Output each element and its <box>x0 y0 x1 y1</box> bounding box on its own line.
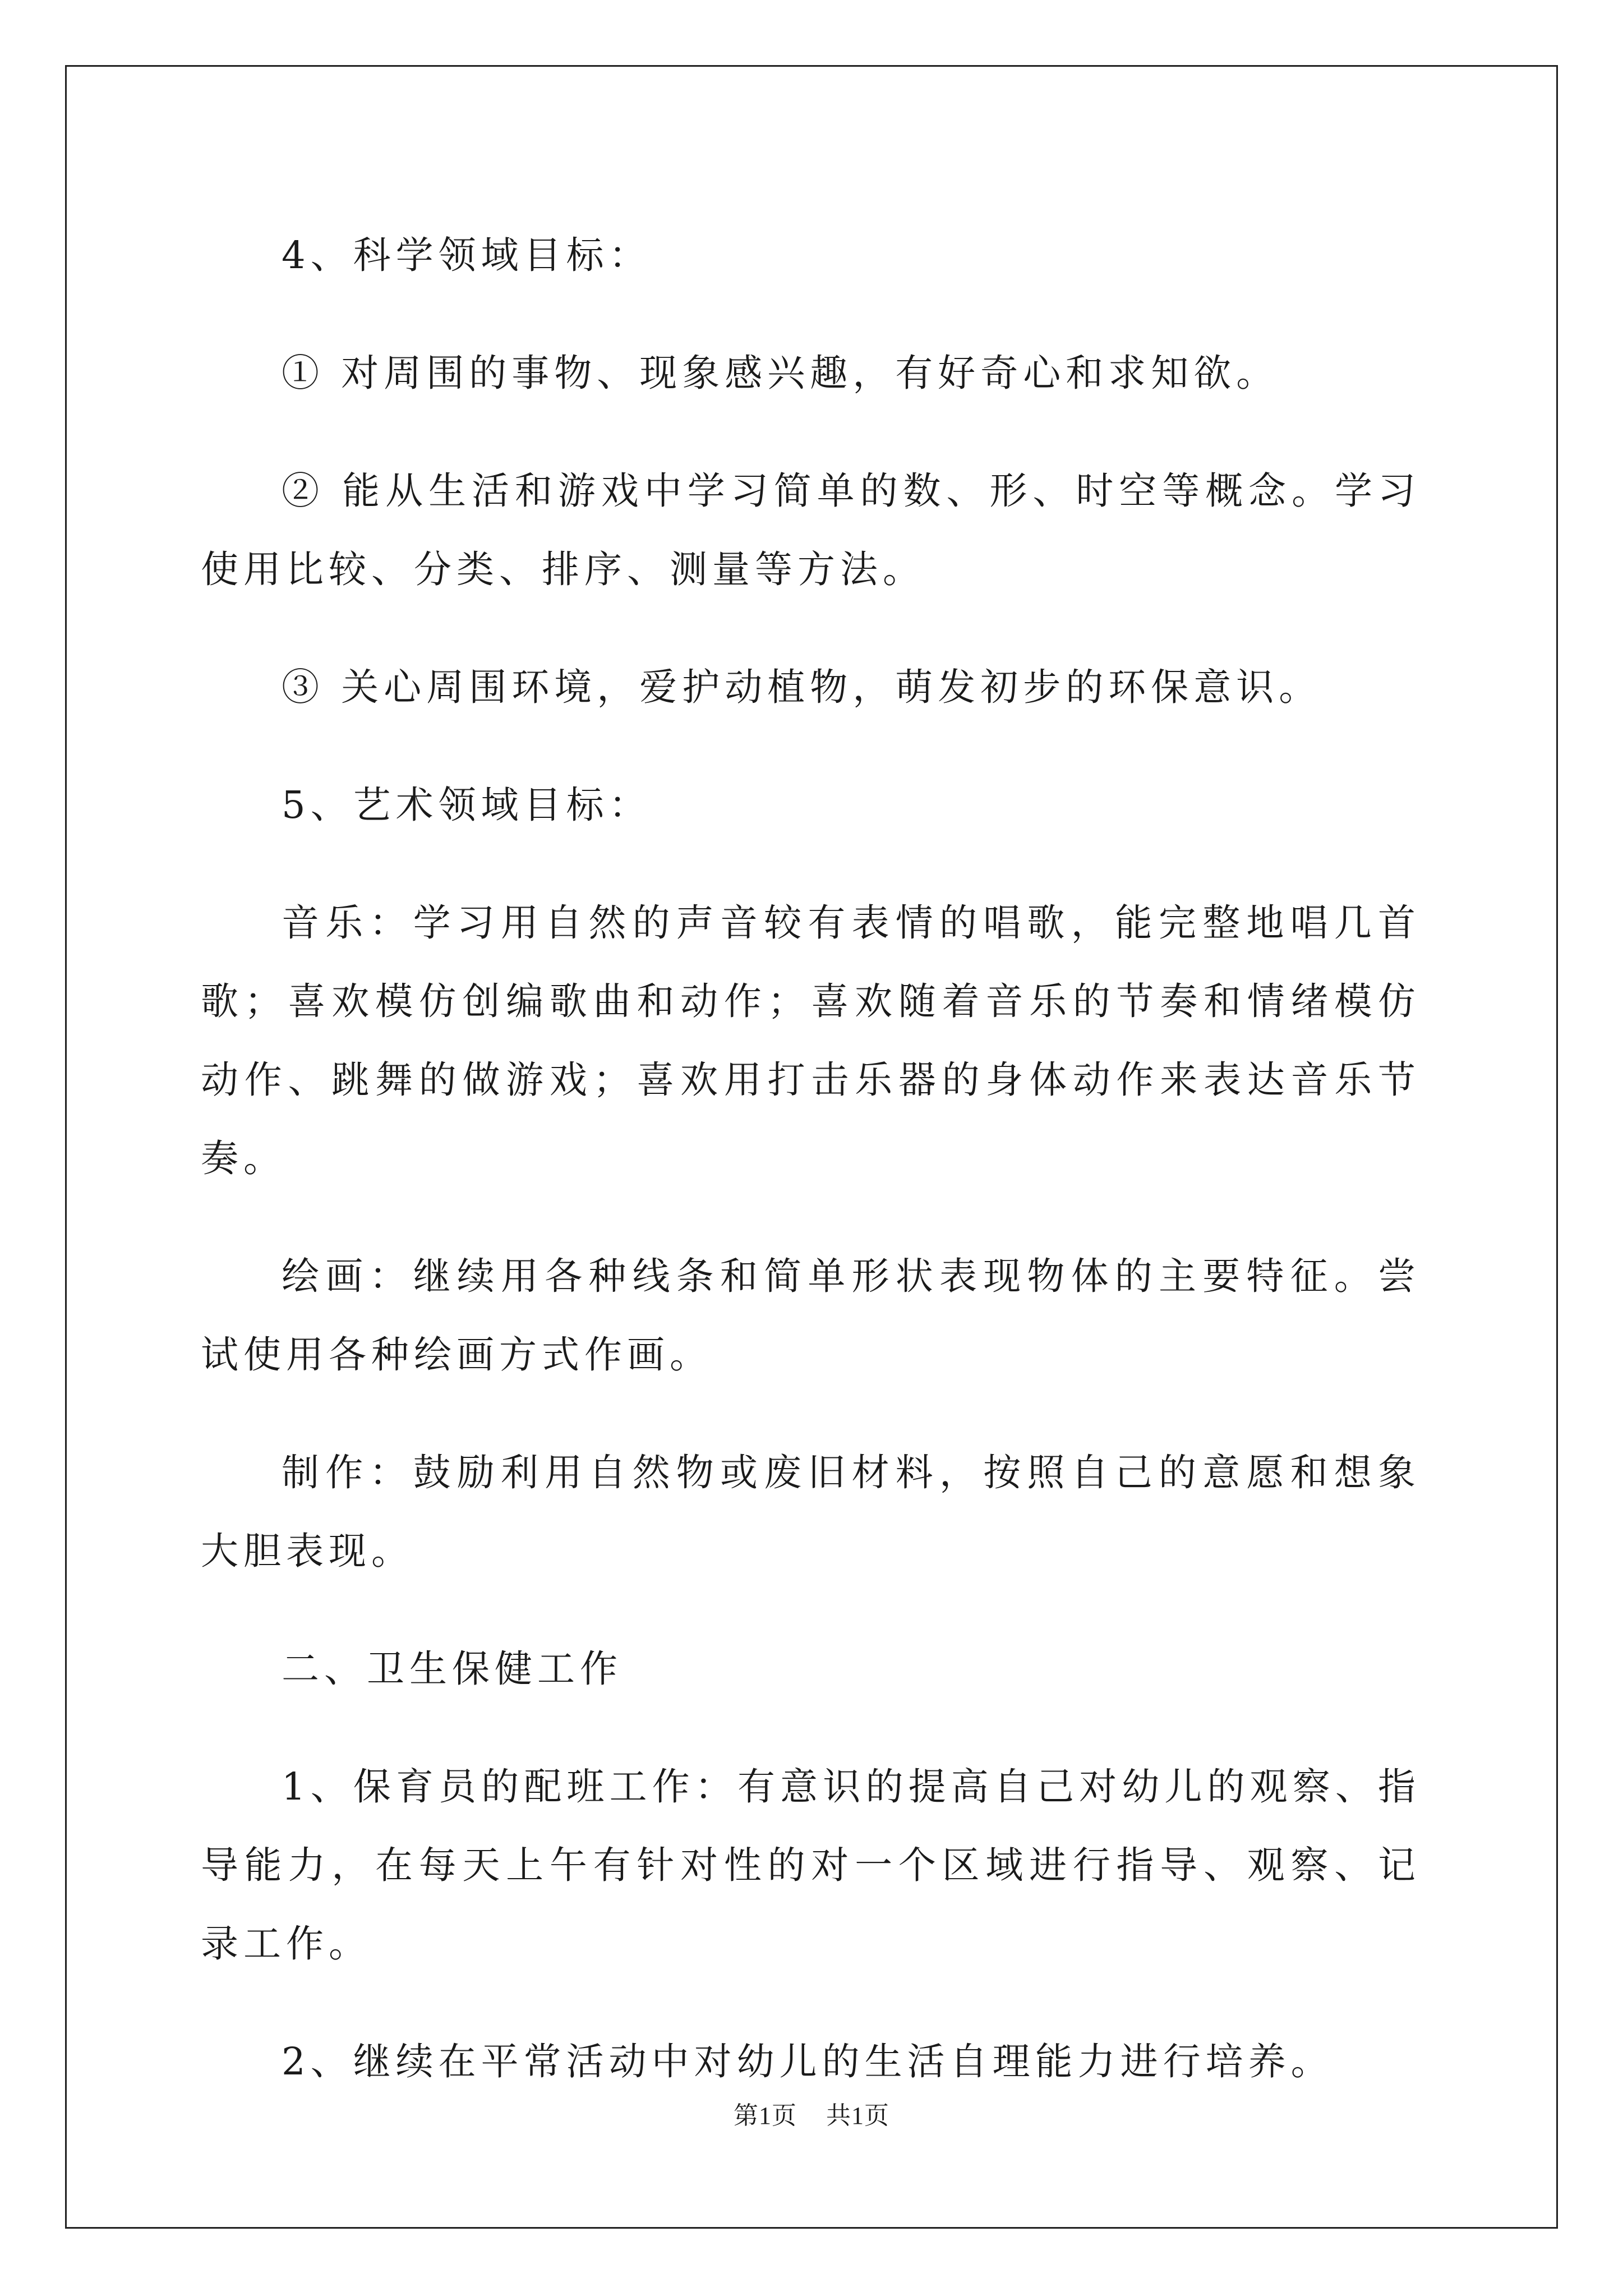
document-body <box>201 216 1421 2101</box>
page-number-total: 共1页 <box>826 2102 889 2129</box>
health-care-item-1: 1、保育员的配班工作：有意识的提高自己对幼儿的观察、指导能力，在每天上午有针对性的对一个区域进行指导、观察、记录工作。 <box>201 1765 1421 1966</box>
page-footer <box>0 2095 1623 2131</box>
science-goal-1: ① 对周围的事物、现象感兴趣，有好奇心和求知欲。 <box>282 351 1279 395</box>
science-goal-3: ③ 关心周围环境，爱护动植物，萌发初步的环保意识。 <box>282 665 1322 709</box>
science-goal-2: ② 能从生活和游戏中学习简单的数、形、时空等概念。学习使用比较、分类、排序、测量等方法。 <box>201 469 1421 591</box>
painting-paragraph: 绘画：继续用各种线条和简单形状表现物体的主要特征。尝试使用各种绘画方式作画。 <box>201 1254 1421 1377</box>
health-care-heading: 二、卫生保健工作 <box>282 1647 623 1691</box>
page-number-current: 第1页 <box>734 2102 797 2129</box>
crafting-paragraph: 制作：鼓励利用自然物或废旧材料，按照自己的意愿和想象大胆表现。 <box>201 1451 1421 1573</box>
science-goals-heading: 4、科学领域目标： <box>282 233 652 277</box>
art-goals-heading: 5、艺术领域目标： <box>282 783 652 827</box>
health-care-item-2: 2、继续在平常活动中对幼儿的生活自理能力进行培养。 <box>282 2040 1334 2083</box>
music-paragraph: 音乐：学习用自然的声音较有表情的唱歌，能完整地唱几首歌；喜欢模仿创编歌曲和动作；喜欢随着音乐的节奏和情绪模仿动作、跳舞的做游戏；喜欢用打击乐器的身体动作来表达音乐节奏。 <box>201 901 1421 1180</box>
